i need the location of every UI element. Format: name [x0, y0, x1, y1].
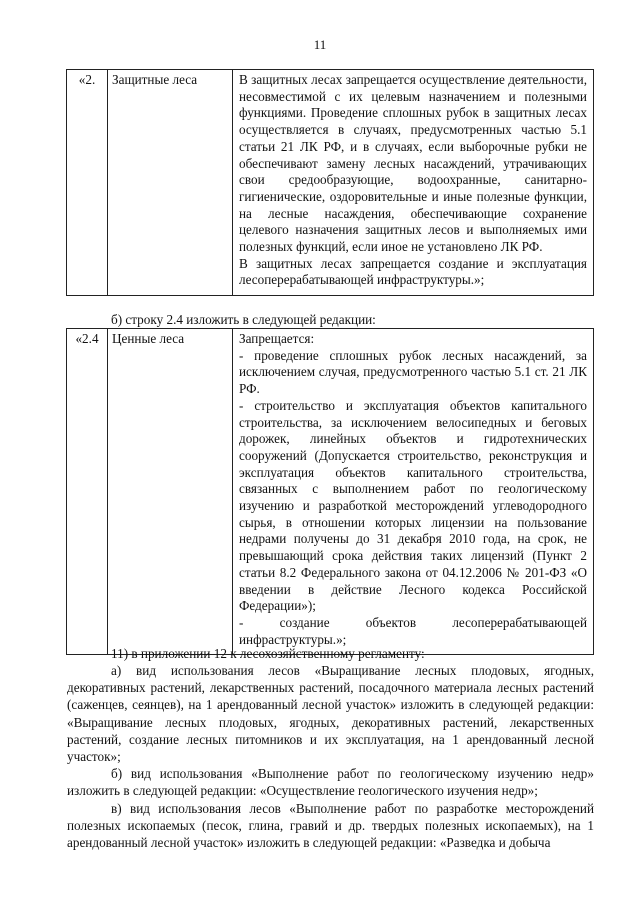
row-paragraph: - создание объектов лесоперерабатывающей инфраструктуры.»;: [239, 614, 587, 647]
row-name: Ценные леса: [108, 329, 233, 655]
row-number: «2.: [67, 70, 108, 296]
row-paragraph: В защитных лесах запрещается осуществление деятельности, несовместимой с их целевым назначением и полезными функциями. Проведение сплошных рубок в защитных лесах осуществляется в случаях, предусмотренных частью 5.1 статьи 21 ЛК РФ, и в случаях, если выборочные рубки не обеспечивают замену лесных насаждений, утрачивающих свои средообразующие, водоохранные, санитарно-гигиенические, оздоровительные и иные полезные функции, на лесные насаждения, обеспечивающие сохранение целевого назначения защитных лесов и выполняемых ими полезных функций, если иное не установлено ЛК РФ.: [239, 72, 587, 255]
regulation-table-row-2-4: [66, 328, 594, 655]
page-number: 11: [313, 37, 327, 52]
row-name: Защитные леса: [108, 70, 233, 296]
row-paragraph: - строительство и эксплуатация объектов капитального строительства, за исключением велосипедных и беговых дорожек, линейных объектов и гидротехнических сооружений (Допускается строительство, реконструкция и эксплуатация объектов капитального строительства, связанных с выполнением работ по геологическому изучению и разработкой месторождений углеводородного сырья, в отношении которых лицензии на пользование недрами получены до 31 декабря 2010 года, на срок, не превышающий срока действия таких лицензий (Пункт 2 статьи 8.2 Федерального закона от 04.12.2006 № 201-ФЗ «О введении в действие Лесного кодекса Российской Федерации»);: [239, 397, 587, 614]
row-number: «2.4: [67, 329, 108, 655]
regulation-table-row-2: [66, 69, 594, 296]
row-paragraph: Запрещается:: [239, 331, 315, 346]
row-paragraph: - проведение сплошных рубок лесных насаждений, за исключением случая, предусмотренного частью 5.1 ст. 21 ЛК РФ.: [239, 347, 587, 397]
row-text: [233, 329, 594, 655]
paragraph-a: а) вид использования лесов «Выращивание лесных плодовых, ягодных, декоративных растений, лекарственных растений, посадочного материала лесных растений (саженцев, сеянцев), на 1 арендованный лесной участок» изложить в следующей редакции: «Выращивание лесных плодовых, ягодных, декоративных растений, лекарственных растений, создание лесных питомников и их эксплуатация, на 1 арендованный лесной участок»;: [67, 663, 594, 765]
between-text: б) строку 2.4 изложить в следующей редакции:: [111, 312, 376, 327]
paragraph-b: б) вид использования «Выполнение работ по геологическому изучению недр» изложить в следующей редакции: «Осуществление геологического изучения недр»;: [67, 766, 594, 799]
paragraph-v: в) вид использования лесов «Выполнение работ по разработке месторождений полезных ископаемых (песок, глина, гравий и др. твердых полезных ископаемых), на 1 арендованный лесной участок» изложить в следующей редакции: «Разведка и добыча: [67, 801, 594, 851]
row-paragraph: В защитных лесах запрещается создание и эксплуатация лесоперерабатывающей инфраструктуры.»;: [239, 255, 587, 288]
item-11: 11) в приложении 12 к лесохозяйственному регламенту:: [111, 646, 425, 661]
row-text: [233, 70, 594, 296]
